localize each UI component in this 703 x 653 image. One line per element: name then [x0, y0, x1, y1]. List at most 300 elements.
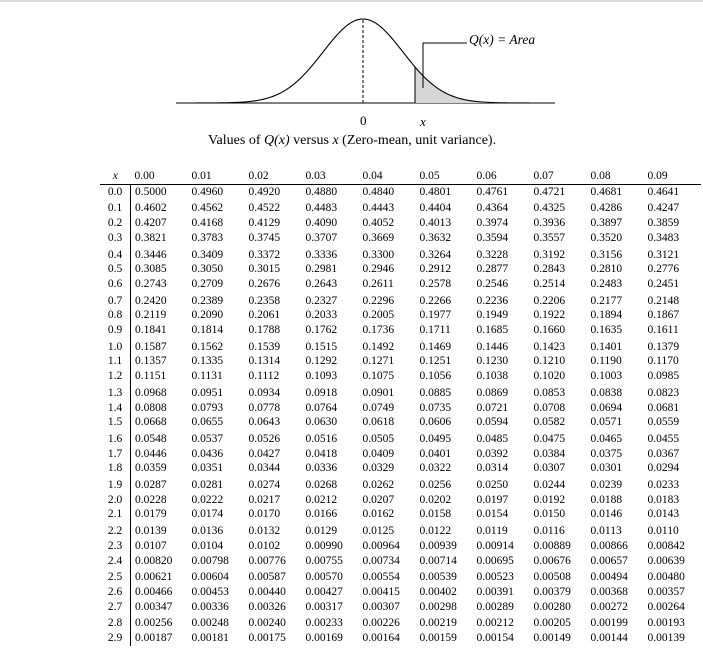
table-cell: 0.3264 [419, 248, 452, 261]
table-cell: 0.4090 [305, 217, 338, 230]
figure-caption [208, 133, 496, 149]
table-cell: 0.2296 [362, 294, 395, 307]
tail-area-shading [415, 67, 555, 103]
table-cell: 0.3121 [647, 248, 680, 261]
table-cell: 0.0344 [248, 462, 281, 475]
table-cell: 0.0618 [362, 416, 395, 429]
table-cell: 0.4522 [248, 202, 281, 215]
table-cell: 0.3015 [248, 263, 281, 276]
table-cell: 0.0154 [476, 508, 509, 521]
table-cell: 0.2090 [191, 309, 224, 322]
table-cell: 0.4247 [647, 202, 680, 215]
table-cell: 0.0143 [647, 508, 680, 521]
row-x-value: 1.3 [100, 384, 131, 401]
table-cell: 0.3745 [248, 231, 281, 244]
table-cell: 0.1762 [305, 324, 338, 337]
table-cell: 0.00154 [476, 632, 514, 645]
table-cell: 0.3372 [248, 248, 281, 261]
table-cell: 0.0262 [362, 479, 395, 492]
table-cell: 0.00181 [191, 632, 229, 645]
row-x-value: 1.9 [100, 476, 131, 493]
table-cell: 0.3300 [362, 248, 395, 261]
table-cell: 0.1075 [362, 370, 395, 383]
table-cell: 0.1251 [419, 355, 452, 368]
table-cell: 0.0446 [135, 447, 167, 460]
table-cell: 0.1587 [135, 340, 167, 353]
row-x-value: 0.1 [100, 199, 131, 216]
table-cell: 0.2206 [533, 294, 566, 307]
table-cell: 0.0885 [419, 386, 452, 399]
table-cell: 0.4483 [305, 202, 338, 215]
table-cell: 0.0274 [248, 479, 281, 492]
table-cell: 0.1112 [248, 370, 280, 383]
row-x-value: 0.9 [100, 323, 131, 338]
table-cell: 0.00466 [135, 585, 173, 598]
table-cell: 0.00539 [419, 571, 457, 584]
table-row [100, 401, 701, 416]
table-cell: 0.0129 [305, 525, 338, 538]
table-cell: 0.1056 [419, 370, 452, 383]
row-x-value: 0.5 [100, 262, 131, 277]
row-x-value: 2.0 [100, 493, 131, 508]
table-cell: 0.0778 [248, 401, 281, 414]
row-x-value: 1.1 [100, 354, 131, 369]
table-cell: 0.1814 [191, 324, 224, 337]
table-cell: 0.0630 [305, 416, 338, 429]
table-cell: 0.1660 [533, 324, 566, 337]
table-cell: 0.00776 [248, 554, 286, 567]
table-cell: 0.1635 [590, 324, 623, 337]
table-cell: 0.00139 [647, 632, 685, 645]
table-cell: 0.1170 [647, 355, 679, 368]
table-cell: 0.0367 [647, 447, 680, 460]
table-cell: 0.00368 [590, 585, 628, 598]
table-cell: 0.4880 [305, 185, 338, 198]
table-cell: 0.0192 [533, 493, 566, 506]
table-cell: 0.2743 [135, 277, 167, 290]
table-cell: 0.0643 [248, 416, 281, 429]
table-cell: 0.0217 [248, 493, 281, 506]
table-cell: 0.4286 [590, 202, 623, 215]
table-cell: 0.0244 [533, 479, 566, 492]
table-cell: 0.2514 [533, 277, 566, 290]
row-x-value: 2.2 [100, 522, 131, 539]
table-cell: 0.0256 [419, 479, 452, 492]
table-cell: 0.2611 [362, 277, 394, 290]
table-cell: 0.00523 [476, 571, 514, 584]
table-cell: 0.0548 [135, 432, 167, 445]
table-cell: 0.1271 [362, 355, 395, 368]
table-cell: 0.00219 [419, 617, 457, 630]
table-cell: 0.00357 [647, 585, 685, 598]
table-cell: 0.0122 [419, 525, 452, 538]
table-cell: 0.0329 [362, 462, 395, 475]
table-cell: 0.1562 [191, 340, 224, 353]
table-cell: 0.0301 [590, 462, 623, 475]
table-cell: 0.0516 [305, 432, 338, 445]
table-row [100, 308, 701, 323]
caption-x: x [332, 133, 339, 148]
table-row [100, 585, 701, 600]
table-cell: 0.4364 [476, 202, 509, 215]
table-cell: 0.0918 [305, 386, 338, 399]
table-cell: 0.00264 [647, 600, 685, 613]
table-cell: 0.00336 [191, 600, 229, 613]
table-cell: 0.0179 [135, 508, 167, 521]
table-cell: 0.4840 [362, 185, 395, 198]
table-cell: 0.0409 [362, 447, 395, 460]
table-cell: 0.00604 [191, 571, 229, 584]
table-cell: 0.00144 [590, 632, 628, 645]
table-cell: 0.0985 [647, 370, 680, 383]
table-cell: 0.00326 [248, 600, 286, 613]
table-cell: 0.2709 [191, 277, 224, 290]
table-cell: 0.0526 [248, 432, 281, 445]
table-cell: 0.3520 [590, 231, 623, 244]
table-cell: 0.0455 [647, 432, 680, 445]
table-cell: 0.1292 [305, 355, 338, 368]
q-function-table [100, 169, 701, 646]
table-cell: 0.00695 [476, 554, 514, 567]
table-cell: 0.1003 [590, 370, 623, 383]
x-tick-label: x [420, 114, 426, 129]
table-cell: 0.4801 [419, 185, 452, 198]
table-cell: 0.00307 [362, 600, 400, 613]
row-x-value: 1.0 [100, 338, 131, 355]
table-cell: 0.00379 [533, 585, 571, 598]
row-x-value: 0.8 [100, 308, 131, 323]
table-cell: 0.0202 [419, 493, 452, 506]
table-cell: 0.2451 [647, 277, 680, 290]
table-cell: 0.0132 [248, 525, 281, 538]
table-cell: 0.00199 [590, 617, 628, 630]
table-cell: 0.0384 [533, 447, 566, 460]
column-header: 0.04 [359, 169, 416, 184]
row-x-value: 0.0 [100, 184, 131, 199]
table-cell: 0.00587 [248, 571, 286, 584]
table-cell: 0.1469 [419, 340, 452, 353]
table-cell: 0.0694 [590, 401, 623, 414]
table-row [100, 246, 701, 263]
table-cell: 0.00990 [305, 539, 343, 552]
table-cell: 0.2358 [248, 294, 281, 307]
table-cell: 0.0934 [248, 386, 281, 399]
table-cell: 0.0228 [135, 493, 167, 506]
table-cell: 0.1357 [135, 355, 167, 368]
table-cell: 0.3632 [419, 231, 452, 244]
table-cell: 0.0436 [191, 447, 224, 460]
table-cell: 0.0287 [135, 479, 167, 492]
table-cell: 0.00734 [362, 554, 400, 567]
table-row [100, 554, 701, 569]
table-cell: 0.00964 [362, 539, 400, 552]
table-cell: 0.00657 [590, 554, 628, 567]
table-cell: 0.0401 [419, 447, 452, 460]
table-cell: 0.1685 [476, 324, 509, 337]
table-cell: 0.00205 [533, 617, 571, 630]
table-cell: 0.00842 [647, 539, 685, 552]
table-cell: 0.2327 [305, 294, 338, 307]
table-cell: 0.1190 [590, 355, 622, 368]
table-cell: 0.5000 [135, 185, 167, 198]
table-cell: 0.0351 [191, 462, 224, 475]
table-cell: 0.0869 [476, 386, 509, 399]
table-cell: 0.0212 [305, 493, 338, 506]
column-header-x: x [100, 169, 131, 184]
table-cell: 0.1020 [533, 370, 566, 383]
table-cell: 0.00798 [191, 554, 229, 567]
table-cell: 0.0207 [362, 493, 395, 506]
table-cell: 0.2946 [362, 263, 395, 276]
table-cell: 0.1841 [135, 324, 167, 337]
table-cell: 0.0655 [191, 416, 224, 429]
table-cell: 0.4129 [248, 217, 281, 230]
row-x-value: 1.8 [100, 461, 131, 476]
table-cell: 0.0107 [135, 539, 167, 552]
table-cell: 0.0158 [419, 508, 452, 521]
table-cell: 0.0102 [248, 539, 281, 552]
table-cell: 0.00317 [305, 600, 343, 613]
table-cell: 0.0113 [590, 525, 622, 538]
row-x-value: 0.7 [100, 292, 131, 309]
table-cell: 0.1335 [191, 355, 224, 368]
table-cell: 0.3336 [305, 248, 338, 261]
table-cell: 0.0307 [533, 462, 566, 475]
table-cell: 0.00889 [533, 539, 571, 552]
table-cell: 0.0823 [647, 386, 680, 399]
table-cell: 0.2776 [647, 263, 680, 276]
table-row [100, 338, 701, 355]
table-cell: 0.0708 [533, 401, 566, 414]
table-cell: 0.00347 [135, 600, 173, 613]
table-cell: 0.0281 [191, 479, 224, 492]
table-cell: 0.00453 [191, 585, 229, 598]
table-cell: 0.00391 [476, 585, 514, 598]
table-cell: 0.00480 [647, 571, 685, 584]
table-cell: 0.1711 [419, 324, 451, 337]
table-cell: 0.00169 [305, 632, 343, 645]
table-cell: 0.00187 [135, 632, 173, 645]
table-cell: 0.0150 [533, 508, 566, 521]
table-row [100, 262, 701, 277]
table-cell: 0.00289 [476, 600, 514, 613]
table-cell: 0.3156 [590, 248, 623, 261]
table-cell: 0.0582 [533, 416, 566, 429]
table-cell: 0.0951 [191, 386, 224, 399]
table-row [100, 522, 701, 539]
table-cell: 0.0968 [135, 386, 167, 399]
table-cell: 0.0136 [191, 525, 224, 538]
table-cell: 0.3669 [362, 231, 395, 244]
table-cell: 0.3897 [590, 217, 623, 230]
table-cell: 0.0359 [135, 462, 167, 475]
table-cell: 0.4721 [533, 185, 566, 198]
table-cell: 0.0268 [305, 479, 338, 492]
column-header: 0.06 [473, 169, 530, 184]
table-cell: 0.2643 [305, 277, 338, 290]
table-cell: 0.3228 [476, 248, 509, 261]
table-cell: 0.00639 [647, 554, 685, 567]
row-x-value: 2.6 [100, 585, 131, 600]
table-cell: 0.3085 [135, 263, 167, 276]
table-cell: 0.2005 [362, 309, 395, 322]
table-cell: 0.4207 [135, 217, 167, 230]
table-cell: 0.3936 [533, 217, 566, 230]
table-cell: 0.0392 [476, 447, 509, 460]
row-x-value: 1.5 [100, 415, 131, 430]
column-header: 0.08 [587, 169, 644, 184]
table-cell: 0.00233 [305, 617, 343, 630]
column-header: 0.03 [302, 169, 359, 184]
table-cell: 0.0808 [135, 401, 167, 414]
table-cell: 0.0116 [533, 525, 565, 538]
table-cell: 0.3483 [647, 231, 680, 244]
table-cell: 0.0559 [647, 416, 680, 429]
table-cell: 0.00256 [135, 617, 173, 630]
table-cell: 0.00164 [362, 632, 400, 645]
table-cell: 0.0465 [590, 432, 623, 445]
table-cell: 0.1401 [590, 340, 623, 353]
table-row [100, 507, 701, 522]
table-cell: 0.0427 [248, 447, 281, 460]
table-cell: 0.0721 [476, 401, 509, 414]
table-cell: 0.00676 [533, 554, 571, 567]
q-area-label: Q(x) = Area [469, 32, 536, 47]
table-cell: 0.2578 [419, 277, 452, 290]
caption-prefix: Values of [208, 133, 264, 148]
table-cell: 0.3707 [305, 231, 338, 244]
table-cell: 0.1314 [248, 355, 281, 368]
table-cell: 0.0475 [533, 432, 566, 445]
table-cell: 0.00272 [590, 600, 628, 613]
table-row [100, 631, 701, 646]
table-cell: 0.0485 [476, 432, 509, 445]
table-cell: 0.0336 [305, 462, 338, 475]
table-row [100, 568, 701, 585]
table-row [100, 600, 701, 615]
table-row [100, 231, 701, 246]
table-cell: 0.4960 [191, 185, 224, 198]
table-row [100, 539, 701, 554]
table-row [100, 354, 701, 369]
zero-tick-label: 0 [360, 113, 367, 128]
table-row [100, 447, 701, 462]
table-cell: 0.0233 [647, 479, 680, 492]
table-cell: 0.2177 [590, 294, 623, 307]
table-cell: 0.0104 [191, 539, 224, 552]
table-cell: 0.0571 [590, 416, 623, 429]
table-row [100, 461, 701, 476]
table-cell: 0.2843 [533, 263, 566, 276]
table-cell: 0.0594 [476, 416, 509, 429]
table-cell: 0.2483 [590, 277, 623, 290]
table-cell: 0.00714 [419, 554, 457, 567]
row-x-value: 1.6 [100, 430, 131, 447]
table-cell: 0.4052 [362, 217, 395, 230]
table-cell: 0.00193 [647, 617, 685, 630]
table-cell: 0.2148 [647, 294, 680, 307]
table-cell: 0.00248 [191, 617, 229, 630]
table-cell: 0.00570 [305, 571, 343, 584]
table-row [100, 476, 701, 493]
table-cell: 0.0668 [135, 416, 167, 429]
table-cell: 0.1894 [590, 309, 623, 322]
table-cell: 0.00755 [305, 554, 343, 567]
table-cell: 0.3409 [191, 248, 224, 261]
caption-qx: Q(x) [264, 133, 290, 148]
row-x-value: 1.4 [100, 401, 131, 416]
table-cell: 0.1977 [419, 309, 452, 322]
table-row [100, 493, 701, 508]
table-cell: 0.4404 [419, 202, 452, 215]
table-cell: 0.3859 [647, 217, 680, 230]
table-cell: 0.00280 [533, 600, 571, 613]
table-cell: 0.0250 [476, 479, 509, 492]
table-cell: 0.00427 [305, 585, 343, 598]
table-row [100, 277, 701, 292]
table-cell: 0.0838 [590, 386, 623, 399]
table-cell: 0.0735 [419, 401, 452, 414]
caption-suffix: (Zero-mean, unit variance). [338, 133, 497, 148]
table-cell: 0.2676 [248, 277, 281, 290]
table-cell: 0.0681 [647, 401, 680, 414]
table-cell: 0.1736 [362, 324, 395, 337]
table-cell: 0.0418 [305, 447, 338, 460]
table-cell: 0.4920 [248, 185, 281, 198]
table-cell: 0.00402 [419, 585, 457, 598]
table-cell: 0.4443 [362, 202, 395, 215]
table-cell: 0.3557 [533, 231, 566, 244]
table-cell: 0.1867 [647, 309, 680, 322]
table-cell: 0.4168 [191, 217, 224, 230]
table-cell: 0.00621 [135, 571, 173, 584]
table-cell: 0.0375 [590, 447, 623, 460]
table-cell: 0.1539 [248, 340, 281, 353]
table-row [100, 415, 701, 430]
table-cell: 0.1788 [248, 324, 281, 337]
table-cell: 0.0495 [419, 432, 452, 445]
table-cell: 0.00939 [419, 539, 457, 552]
table-cell: 0.0314 [476, 462, 509, 475]
table-cell: 0.00820 [135, 554, 173, 567]
table-cell: 0.0294 [647, 462, 680, 475]
table-cell: 0.3594 [476, 231, 509, 244]
table-cell: 0.2877 [476, 263, 509, 276]
table-cell: 0.0764 [305, 401, 338, 414]
table-cell: 0.00494 [590, 571, 628, 584]
table-cell: 0.2061 [248, 309, 281, 322]
table-cell: 0.0110 [647, 525, 679, 538]
table-cell: 0.1949 [476, 309, 509, 322]
table-cell: 0.0322 [419, 462, 452, 475]
gaussian-curve-figure [0, 0, 703, 130]
table-row [100, 323, 701, 338]
table-cell: 0.4602 [135, 202, 167, 215]
table-row [100, 216, 701, 231]
column-header: 0.05 [416, 169, 473, 184]
table-row [100, 292, 701, 309]
row-x-value: 0.4 [100, 246, 131, 263]
row-x-value: 2.1 [100, 507, 131, 522]
table-cell: 0.2033 [305, 309, 338, 322]
table-cell: 0.0239 [590, 479, 623, 492]
table-cell: 0.00914 [476, 539, 514, 552]
table-cell: 0.0853 [533, 386, 566, 399]
table-cell: 0.00149 [533, 632, 571, 645]
table-cell: 0.3050 [191, 263, 224, 276]
table-cell: 0.1131 [191, 370, 223, 383]
table-cell: 0.4325 [533, 202, 566, 215]
